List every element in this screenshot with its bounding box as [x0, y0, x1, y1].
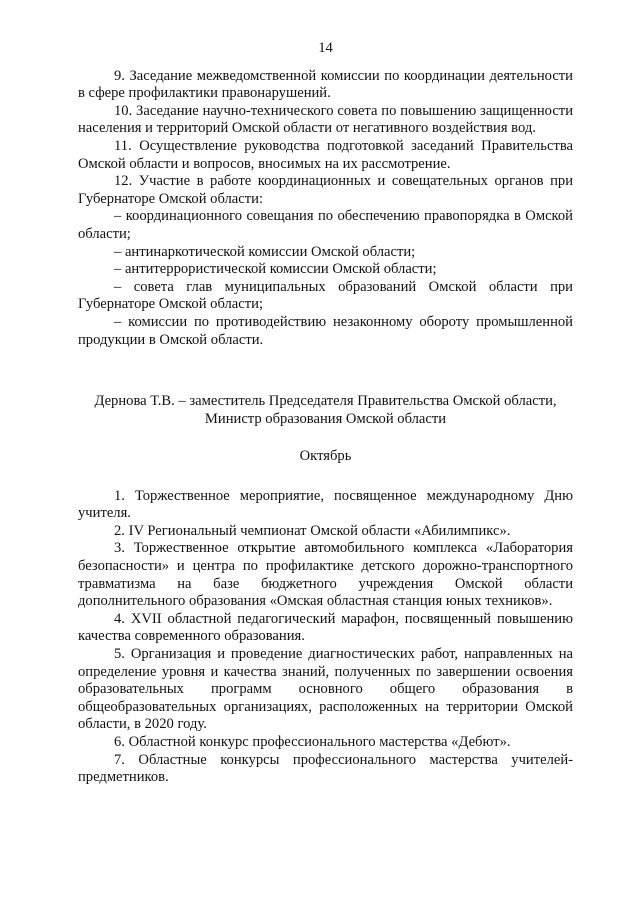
- sub-list-item: – комиссии по противодействию незаконному обороту промышленной продукции в Омской области.: [78, 313, 573, 348]
- page-number: 14: [318, 40, 333, 56]
- sub-list-item: – антинаркотической комиссии Омской области;: [114, 243, 416, 260]
- list-item: 12. Участие в работе координационных и совещательных органов при Губернаторе Омской области:: [78, 173, 573, 207]
- list-item: 9. Заседание межведомственной комиссии по координации деятельности в сфере профилактики правонарушений.: [78, 67, 573, 102]
- list-item: 11. Осуществление руководства подготовкой заседаний Правительства Омской области и вопросов, вносимых на их рассмотрение.: [78, 137, 573, 172]
- sub-items-list: [78, 208, 573, 349]
- section-heading-line2: Министр образования Омской области: [204, 411, 447, 428]
- list-item: 7. Областные конкурсы профессионального мастерства учителей-предметников.: [78, 751, 573, 786]
- section-heading-line1: Дернова Т.В. – заместитель Председателя Правительства Омской области,: [94, 393, 557, 410]
- month-heading: Октябрь: [299, 448, 352, 465]
- list-item: 4. XVII областной педагогический марафон, посвященный повышению качества современного образования.: [78, 610, 573, 645]
- items-list-part1: [78, 68, 573, 209]
- section-heading: [78, 392, 573, 428]
- sub-list-item: – антитеррористической комиссии Омской области;: [114, 261, 437, 278]
- sub-list-item: – совета глав муниципальных образований Омской области при Губернаторе Омской области;: [78, 278, 573, 313]
- list-item: 5. Организация и проведение диагностических работ, направленных на определение уровня и качества знаний, полученных по завершении освоения образовательных программ основного общего образования в общеобразовательных организациях, расположенных на территории Омской области, в 2020 году.: [78, 646, 573, 733]
- list-item: 10. Заседание научно-технического совета по повышению защищенности населения и территорий Омской области от негативного воздействия вод.: [78, 102, 573, 137]
- document-page: [78, 40, 573, 787]
- sub-list-item: – координационного совещания по обеспечению правопорядка в Омской области;: [78, 208, 573, 242]
- list-item: 3. Торжественное открытие автомобильного комплекса «Лаборатория безопасности» и центра по профилактике детского дорожно-транспортного травматизма на базе бюджетного учреждения Омской области дополнительного образования «Омская областная станция юных техников».: [78, 540, 573, 610]
- items-list-part2: [78, 488, 573, 787]
- list-item: 2. IV Региональный чемпионат Омской области «Абилимпикс».: [114, 522, 511, 539]
- list-item: 1. Торжественное мероприятие, посвященное международному Дню учителя.: [78, 487, 573, 522]
- list-item: 6. Областной конкурс профессионального мастерства «Дебют».: [114, 734, 511, 750]
